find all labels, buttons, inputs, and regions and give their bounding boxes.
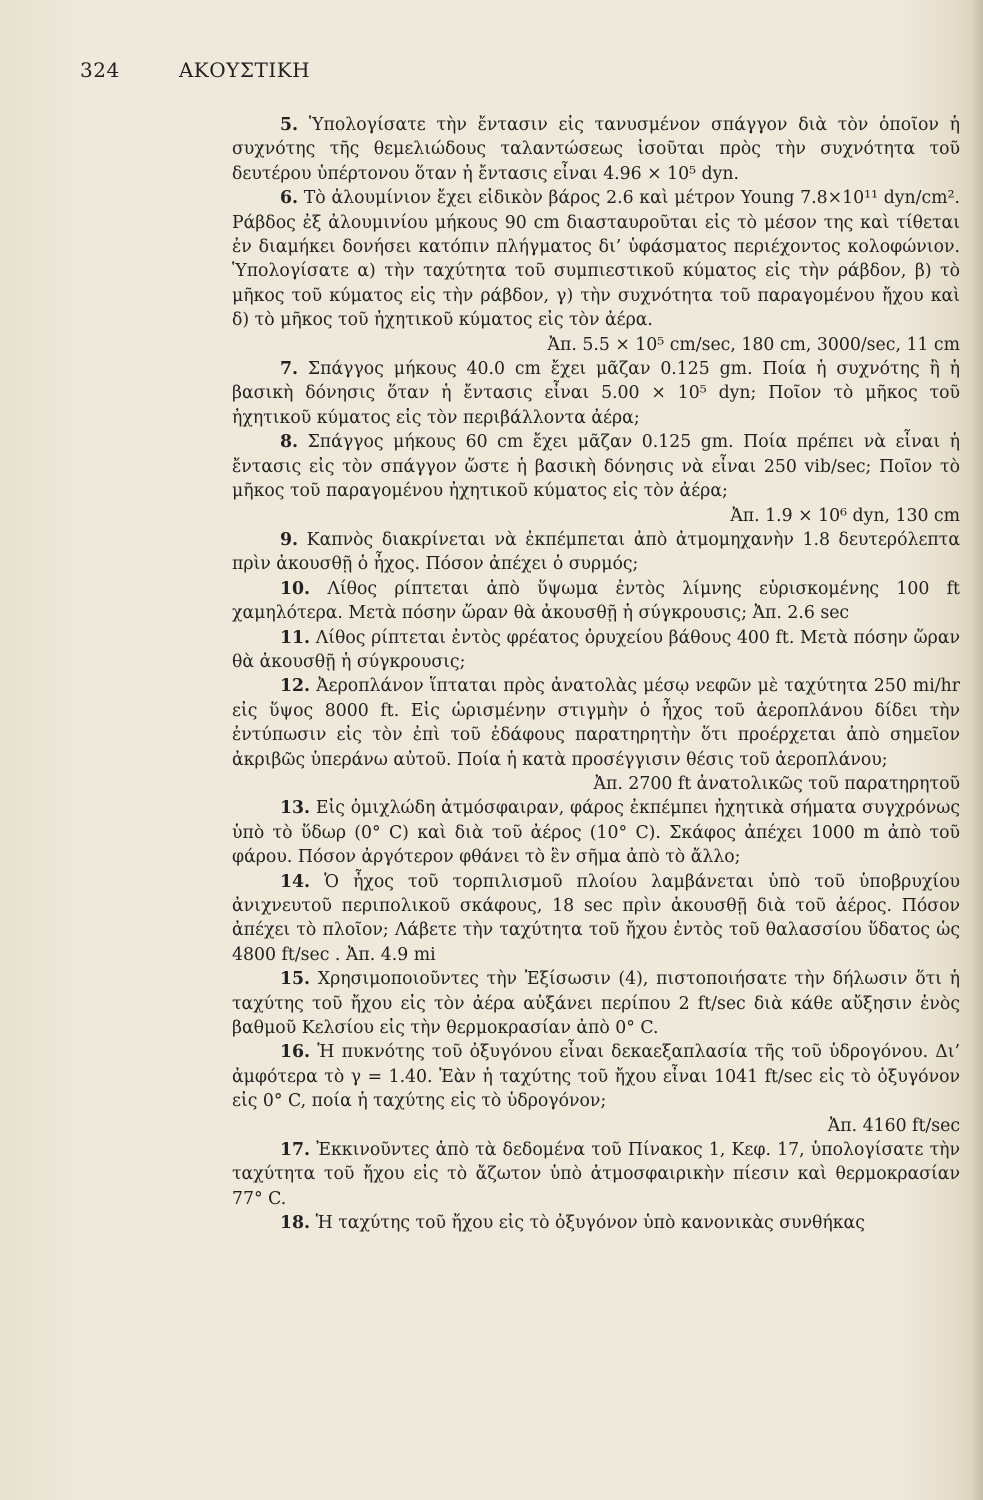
problem-16: 16. Ἡ πυκνότης τοῦ ὀξυγόνου εἶναι δεκαεξαπλασία τῆς τοῦ ὑδρογόνου. Δι’ ἀμφότερα τὸ γ = 1.40. Ἐὰν ἡ ταχύτης τοῦ ἤχου εἶναι 1041 ft/sec εἰς τὸ ὀξυγόνον εἰς 0° C, ποία ἡ ταχύτης εἰς τὸ ὑδρογόνον;: [232, 1042, 961, 1112]
answer-16: Ἀπ. 4160 ft/sec: [827, 1115, 960, 1136]
problem-9: 9. Καπνὸς διακρίνεται νὰ ἐκπέμπεται ἀπὸ ἀτμομηχανὴν 1.8 δευτερόλεπτα πρὶν ἀκουσθῇ ὁ ἦχος. Πόσον ἀπέχει ὁ συρμός;: [232, 529, 960, 575]
problem-12: 12. Ἀεροπλάνον ἵπταται πρὸς ἀνατολὰς μέσῳ νεφῶν μὲ ταχύτητα 250 mi/hr εἰς ὕψος 8000 ft. Εἰς ὡρισμένην στιγμὴν ὁ ἦχος τοῦ ἀεροπλάνου δίδει τὴν ἐντύπωσιν εἰς τὸν ἐπὶ τοῦ ἐδάφους παρατηρητὴν ὅτι προέρχεται ἀπὸ σημεῖον ἀκριβῶς ὑπεράνω αὐτοῦ. Ποία ἡ κατὰ προσέγγισιν θέσις τοῦ ἀεροπλάνου;: [232, 676, 960, 770]
problem-15: 15. Χρησιμοποιοῦντες τὴν Ἐξίσωσιν (4), πιστοποιήσατε τὴν δήλωσιν ὅτι ἡ ταχύτης τοῦ ἤχου εἰς τὸν ἀέρα αὐξάνει περίπου 2 ft/sec διὰ κάθε αὔξησιν ἑνὸς βαθμοῦ Κελσίου εἰς τὴν θερμοκρασίαν ἀπὸ 0° C.: [232, 969, 961, 1039]
answer-12: Ἀπ. 2700 ft ἀνατολικῶς τοῦ παρατηρητοῦ: [593, 773, 960, 794]
problem-10: 10. Λίθος ρίπτεται ἀπὸ ὕψωμα ἐντὸς λίμνης εὑρισκομένης 100 ft χαμηλότερα. Μετὰ πόσην ὥραν θὰ ἀκουσθῇ ἡ σύγκρουσις; Ἀπ. 2.6 sec: [232, 578, 960, 624]
problem-5: 5. Ὑπολογίσατε τὴν ἔντασιν εἰς τανυσμένον σπάγγον διὰ τὸν ὁποῖον ἡ συχνότης τῆς θεμελιώδους ταλαντώσεως ἰσοῦται πρὸς τὴν συχνότητα τοῦ δευτέρου ὑπέρτονου ὅταν ἡ ἔντασις εἶναι 4.96 × 10⁵ dyn.: [232, 115, 960, 184]
problem-18: 18. Ἡ ταχύτης τοῦ ἤχου εἰς τὸ ὀξυγόνον ὑπὸ κανονικὰς συνθήκας: [280, 1213, 865, 1234]
problem-11: 11. Λίθος ρίπτεται ἐντὸς φρέατος ὀρυχείου βάθους 400 ft. Μετὰ πόσην ὥραν θὰ ἀκουσθῇ ἡ σύγκρουσις;: [232, 627, 960, 672]
problem-6: 6. Τὸ ἀλουμίνιον ἔχει εἰδικὸν βάρος 2.6 καὶ μέτρον Young 7.8×10¹¹ dyn/cm². Ράβδος ἐξ ἀλουμινίου μήκους 90 cm διασταυροῦται εἰς τὸ μέσον της καὶ τίθεται ἐν διαμήκει δονήσει κατόπιν πλήγματος δι’ ὑφάσματος περιέχοντος κολοφώνιον. Ὑπολογίσατε α) τὴν ταχύτητα τοῦ συμπιεστικοῦ κύματος εἰς τὴν ράβδον, β) τὸ μῆκος τοῦ κύματος εἰς τὴν ράβδον, γ) τὴν συχνότητα τοῦ παραγομένου ἤχου καὶ δ) τὸ μῆκος τοῦ ἠχητικοῦ κύματος εἰς τὸν ἀέρα.: [232, 188, 960, 331]
page-number: 324: [80, 58, 120, 82]
problem-7: 7. Σπάγγος μήκους 40.0 cm ἔχει μᾶζαν 0.125 gm. Ποία ἡ συχνότης ἢ ἡ βασικὴ δόνησις ὅταν ἡ ἔντασις εἶναι 5.00 × 10⁵ dyn; Ποῖον τὸ μῆκος τοῦ ἠχητικοῦ κύματος εἰς τὸν περιβάλλοντα ἀέρα;: [232, 359, 960, 428]
problem-14: 14. Ὁ ἦχος τοῦ τορπιλισμοῦ πλοίου λαμβάνεται ὑπὸ τοῦ ὑποβρυχίου ἀνιχνευτοῦ περιπολικοῦ σκάφους, 18 sec πρὶν ἀκουσθῇ διὰ τοῦ ἀέρος. Πόσον ἀπέχει τὸ πλοῖον; Λάβετε τὴν ταχύτητα τοῦ ἤχου ἐντὸς τοῦ θαλασσίου ὕδατος ὡς 4800 ft/sec . Ἀπ. 4.9 mi: [232, 871, 961, 965]
answer-8: Ἀπ. 1.9 × 10⁶ dyn, 130 cm: [730, 505, 960, 526]
page-edge: [973, 0, 983, 1500]
problem-17: 17. Ἐκκινοῦντες ἀπὸ τὰ δεδομένα τοῦ Πίνακος 1, Κεφ. 17, ὑπολογίσατε τὴν ταχύτητα τοῦ ἤχου εἰς τὸ ἄζωτον ὑπὸ ἀτμοσφαιρικὴν πίεσιν καὶ θερμοκρασίαν 77° C.: [232, 1140, 961, 1209]
problems-list: [232, 113, 960, 1236]
running-header: [80, 58, 880, 88]
problem-8: 8. Σπάγγος μήκους 60 cm ἔχει μᾶζαν 0.125 gm. Ποία πρέπει νὰ εἶναι ἡ ἔντασις εἰς τὸν σπάγγον ὥστε ἡ βασικὴ δόνησις νὰ εἶναι 250 vib/sec; Ποῖον τὸ μῆκος τοῦ παραγομένου ἠχητικοῦ κύματος εἰς τὸν ἀέρα;: [232, 432, 961, 502]
running-title: ΑΚΟΥΣΤΙΚΗ: [178, 58, 311, 82]
answer-6: Ἀπ. 5.5 × 10⁵ cm/sec, 180 cm, 3000/sec, 11 cm: [547, 334, 960, 355]
problem-13: 13. Εἰς ὁμιχλώδη ἀτμόσφαιραν, φάρος ἐκπέμπει ἠχητικὰ σήματα συγχρόνως ὑπὸ τὸ ὕδωρ (0° C) καὶ διὰ τοῦ ἀέρος (10° C). Σκάφος ἀπέχει 1000 m ἀπὸ τοῦ φάρου. Πόσον ἀργότερον φθάνει τὸ ἓν σῆμα ἀπὸ τὸ ἄλλο;: [232, 798, 960, 868]
